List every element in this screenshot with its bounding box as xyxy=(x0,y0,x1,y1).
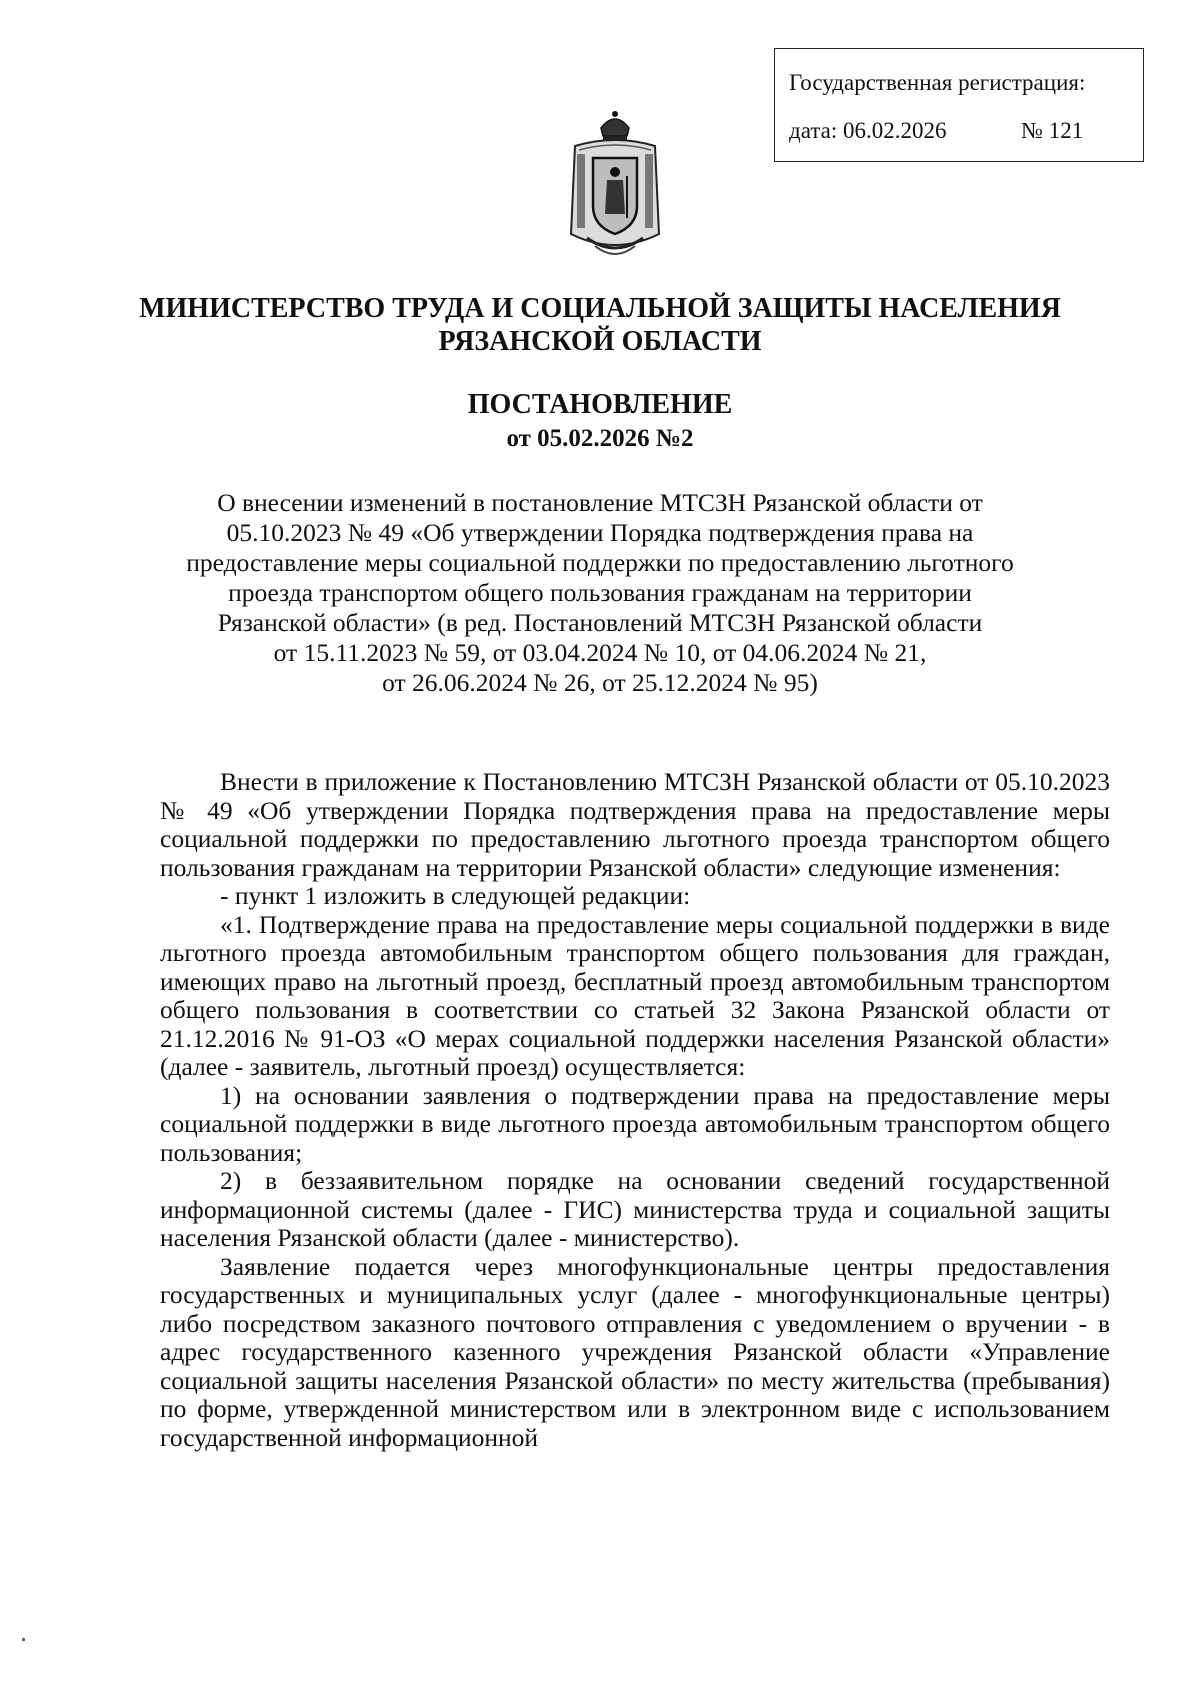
registration-stamp xyxy=(774,48,1144,162)
scan-dot xyxy=(22,1638,25,1641)
organization-name-line1: МИНИСТЕРСТВО ТРУДА И СОЦИАЛЬНОЙ ЗАЩИТЫ НАСЕЛЕНИЯ xyxy=(139,293,1061,324)
registration-date: дата: 06.02.2026 xyxy=(789,118,947,143)
organization-name-line2: РЯЗАНСКОЙ ОБЛАСТИ xyxy=(438,326,762,357)
subject-line: Рязанской области» (в ред. Постановлений МТСЗН Рязанской области xyxy=(217,608,983,637)
subject-line: О внесении изменений в постановление МТСЗН Рязанской области от xyxy=(217,488,983,517)
registration-number: № 121 xyxy=(1021,118,1084,143)
subject-line: 05.10.2023 № 49 «Об утверждении Порядка подтверждения права на xyxy=(226,518,974,547)
body-paragraph: 1) на основании заявления о подтверждении права на предоставление меры социальной поддержки в виде льготного проезда автомобильным транспортом общего пользования; xyxy=(160,1080,1110,1167)
document-type: ПОСТАНОВЛЕНИЕ xyxy=(467,389,733,420)
subject-line: от 26.06.2024 № 26, от 25.12.2024 № 95) xyxy=(382,668,818,697)
registration-title: Государственная регистрация: xyxy=(789,70,1086,95)
document-date-number: от 05.02.2026 №2 xyxy=(506,425,694,452)
body-paragraph: Заявление подается через многофункциональные центры предоставления государственных и муниципальных услуг (далее - многофункциональные центры) либо посредством заказного почтового отправления с уведомлением о вручении - в адрес государственного казенного учреждения Рязанской области «Управление социальной защиты населения Рязанской области» по месту жительства (пребывания) по форме, утвержденной министерством или в электронном виде с использованием государственной информационной xyxy=(160,1251,1110,1452)
body-paragraph: - пункт 1 изложить в следующей редакции: xyxy=(220,881,691,910)
subject-line: предоставление меры социальной поддержки по предоставлению льготного xyxy=(186,548,1014,577)
organization-name xyxy=(120,292,1080,358)
body-paragraph: «1. Подтверждение права на предоставление меры социальной поддержки в виде льготного проезда автомобильным транспортом общего пользования для граждан, имеющих право на льготный проезд, бесплатный проезд автомобильным транспортом общего пользования в соответствии со статьей 32 Закона Рязанской области от 21.12.2016 № 91-ОЗ «О мерах социальной поддержки населения Рязанской области» (далее - заявитель, льготный проезд) осуществляется: xyxy=(160,909,1110,1081)
body-paragraph: Внести в приложение к Постановлению МТСЗН Рязанской области от 05.10.2023 № 49 «Об утверждении Порядка подтверждения права на предоставление меры социальной поддержки по предоставлению льготного проезда транспортом общего пользования гражданам на территории Рязанской области» следующие изменения: xyxy=(160,767,1110,882)
document-body xyxy=(160,768,1110,1452)
body-paragraph: 2) в беззаявительном порядке на основании сведений государственной информационной системы (далее - ГИС) министерства труда и социальной защиты населения Рязанской области (далее - министерство). xyxy=(160,1166,1110,1252)
subject-line: от 15.11.2023 № 59, от 03.04.2024 № 10, от 04.06.2024 № 21, xyxy=(273,638,927,667)
subject-line: проезда транспортом общего пользования гражданам на территории xyxy=(228,578,972,607)
document-subject xyxy=(140,488,1060,698)
ryazan-coat-of-arms-icon xyxy=(565,106,665,266)
